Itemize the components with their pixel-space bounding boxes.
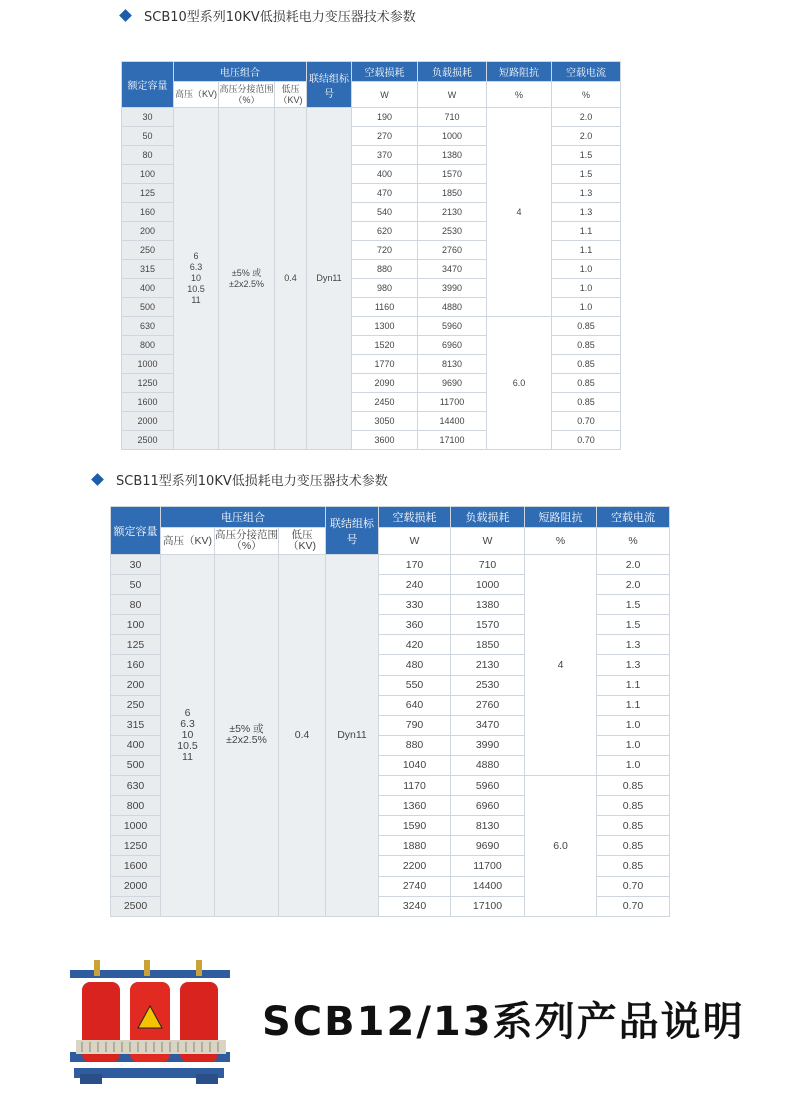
- no-load-current-cell: 1.1: [597, 695, 670, 715]
- load-loss-cell: 11700: [418, 393, 487, 412]
- no-load-current-cell: 1.5: [552, 165, 621, 184]
- rated-capacity-cell: 1000: [122, 355, 174, 374]
- rated-capacity-cell: 2500: [111, 896, 161, 916]
- rated-capacity-cell: 315: [122, 260, 174, 279]
- rated-capacity-cell: 200: [111, 675, 161, 695]
- tap-range-merged-cell: [219, 108, 275, 450]
- no-load-loss-cell: 2740: [379, 876, 451, 896]
- no-load-loss-cell: 3240: [379, 896, 451, 916]
- no-load-loss-cell: 360: [379, 615, 451, 635]
- rated-capacity-cell: 50: [111, 575, 161, 595]
- no-load-current-cell: 1.3: [597, 635, 670, 655]
- rated-capacity-cell: 100: [122, 165, 174, 184]
- rated-capacity-cell: 250: [111, 695, 161, 715]
- base-foot: [80, 1074, 102, 1084]
- load-loss-cell: 9690: [418, 374, 487, 393]
- no-load-loss-cell: 790: [379, 715, 451, 735]
- no-load-current-cell: 1.0: [597, 715, 670, 735]
- section-title-scb11: [93, 470, 388, 489]
- no-load-current-cell: 1.5: [552, 146, 621, 165]
- load-loss-cell: 2530: [451, 675, 525, 695]
- header-tap-range: 高压分接范围（%）: [219, 82, 275, 108]
- unit-no-load-loss: W: [379, 528, 451, 555]
- rated-capacity-cell: 800: [111, 796, 161, 816]
- rated-capacity-cell: 250: [122, 241, 174, 260]
- table-row: [122, 108, 621, 127]
- section-title-scb10: [121, 6, 416, 25]
- no-load-loss-cell: 370: [352, 146, 418, 165]
- connection-merged-cell: Dyn11: [326, 555, 379, 917]
- no-load-current-cell: 0.70: [552, 412, 621, 431]
- no-load-loss-cell: 1040: [379, 755, 451, 775]
- no-load-current-cell: 0.85: [597, 836, 670, 856]
- rated-capacity-cell: 1600: [111, 856, 161, 876]
- header-tap-range: 高压分接范围（%）: [215, 528, 279, 555]
- rated-capacity-cell: 2000: [122, 412, 174, 431]
- load-loss-cell: 710: [451, 555, 525, 575]
- no-load-current-cell: 0.70: [597, 896, 670, 916]
- rated-capacity-cell: 160: [122, 203, 174, 222]
- unit-short-circuit: %: [487, 82, 552, 108]
- rated-capacity-cell: 1000: [111, 816, 161, 836]
- no-load-current-cell: 1.3: [552, 184, 621, 203]
- rated-capacity-cell: 1250: [111, 836, 161, 856]
- header-high-voltage: 高压（KV): [174, 82, 219, 108]
- rated-capacity-cell: 200: [122, 222, 174, 241]
- high-voltage-value: 10: [181, 728, 194, 741]
- no-load-current-cell: 2.0: [552, 127, 621, 146]
- no-load-loss-cell: 540: [352, 203, 418, 222]
- tap-range-value: ±5% 或: [231, 267, 262, 278]
- no-load-loss-cell: 1520: [352, 336, 418, 355]
- no-load-loss-cell: 240: [379, 575, 451, 595]
- no-load-loss-cell: 1170: [379, 776, 451, 796]
- no-load-current-cell: 0.85: [552, 374, 621, 393]
- no-load-loss-cell: 480: [379, 655, 451, 675]
- no-load-current-cell: 2.0: [552, 108, 621, 127]
- no-load-current-cell: 0.70: [597, 876, 670, 896]
- high-voltage-value: 6.3: [180, 717, 195, 730]
- no-load-current-cell: 1.0: [597, 735, 670, 755]
- base-foot: [196, 1074, 218, 1084]
- load-loss-cell: 14400: [418, 412, 487, 431]
- header-short-circuit: 短路阻抗: [487, 62, 552, 82]
- no-load-loss-cell: 1880: [379, 836, 451, 856]
- load-loss-cell: 2530: [418, 222, 487, 241]
- high-voltage-value: 11: [182, 750, 193, 763]
- header-no-load-current: 空载电流: [597, 507, 670, 528]
- unit-no-load-current: %: [597, 528, 670, 555]
- rated-capacity-cell: 80: [111, 595, 161, 615]
- load-loss-cell: 3470: [451, 715, 525, 735]
- rated-capacity-cell: 1250: [122, 374, 174, 393]
- no-load-loss-cell: 1300: [352, 317, 418, 336]
- terminal: [94, 960, 100, 976]
- load-loss-cell: 710: [418, 108, 487, 127]
- load-loss-cell: 5960: [451, 776, 525, 796]
- short-circuit-cell-a: 4: [487, 108, 552, 317]
- header-no-load-current: 空载电流: [552, 62, 621, 82]
- no-load-loss-cell: 270: [352, 127, 418, 146]
- no-load-current-cell: 1.1: [552, 241, 621, 260]
- load-loss-cell: 11700: [451, 856, 525, 876]
- high-voltage-value: 6: [184, 706, 191, 719]
- rated-capacity-cell: 500: [111, 755, 161, 775]
- no-load-loss-cell: 880: [352, 260, 418, 279]
- rated-capacity-cell: 800: [122, 336, 174, 355]
- rated-capacity-cell: 2000: [111, 876, 161, 896]
- no-load-loss-cell: 1360: [379, 796, 451, 816]
- no-load-loss-cell: 1590: [379, 816, 451, 836]
- no-load-current-cell: 0.85: [597, 816, 670, 836]
- high-voltage-value: 10.5: [177, 739, 198, 752]
- load-loss-cell: 1380: [418, 146, 487, 165]
- load-loss-cell: 8130: [418, 355, 487, 374]
- load-loss-cell: 2130: [418, 203, 487, 222]
- spec-table-scb10: [121, 61, 621, 450]
- header-low-voltage: 低压（KV): [279, 528, 326, 555]
- rated-capacity-cell: 400: [122, 279, 174, 298]
- no-load-current-cell: 2.0: [597, 555, 670, 575]
- unit-short-circuit: %: [525, 528, 597, 555]
- diamond-bullet-icon: [91, 473, 104, 486]
- high-voltage-merged-cell: [174, 108, 219, 450]
- rated-capacity-cell: 80: [122, 146, 174, 165]
- unit-load-loss: W: [418, 82, 487, 108]
- header-connection: 联结组标号: [326, 507, 379, 555]
- no-load-current-cell: 1.0: [552, 260, 621, 279]
- tap-range-value: ±2x2.5%: [226, 734, 267, 747]
- low-voltage-merged-cell: 0.4: [279, 555, 326, 917]
- table-row: [111, 555, 670, 575]
- terminal: [144, 960, 150, 976]
- load-loss-cell: 6960: [418, 336, 487, 355]
- low-voltage-merged-cell: 0.4: [275, 108, 307, 450]
- tap-range-value: ±2x2.5%: [229, 278, 264, 289]
- no-load-current-cell: 0.85: [552, 336, 621, 355]
- load-loss-cell: 1850: [451, 635, 525, 655]
- header-voltage-combo: 电压组合: [174, 62, 307, 82]
- load-loss-cell: 1000: [451, 575, 525, 595]
- header-rated-capacity: 额定容量: [122, 62, 174, 108]
- no-load-current-cell: 0.85: [552, 393, 621, 412]
- no-load-current-cell: 0.85: [597, 776, 670, 796]
- section-title-text: SCB11型系列10KV低损耗电力变压器技术参数: [116, 474, 388, 489]
- rated-capacity-cell: 315: [111, 715, 161, 735]
- no-load-current-cell: 1.1: [552, 222, 621, 241]
- header-no-load-loss: 空载损耗: [379, 507, 451, 528]
- no-load-current-cell: 2.0: [597, 575, 670, 595]
- rated-capacity-cell: 500: [122, 298, 174, 317]
- no-load-current-cell: 0.70: [552, 431, 621, 450]
- header-no-load-loss: 空载损耗: [352, 62, 418, 82]
- rated-capacity-cell: 630: [111, 776, 161, 796]
- header-rated-capacity: 额定容量: [111, 507, 161, 555]
- rated-capacity-cell: 630: [122, 317, 174, 336]
- header-load-loss: 负载损耗: [451, 507, 525, 528]
- short-circuit-cell-b: 6.0: [487, 317, 552, 450]
- no-load-current-cell: 0.85: [597, 796, 670, 816]
- no-load-current-cell: 1.1: [597, 675, 670, 695]
- no-load-loss-cell: 1770: [352, 355, 418, 374]
- load-loss-cell: 4880: [451, 755, 525, 775]
- load-loss-cell: 17100: [451, 896, 525, 916]
- no-load-loss-cell: 2090: [352, 374, 418, 393]
- load-loss-cell: 2760: [418, 241, 487, 260]
- load-loss-cell: 1850: [418, 184, 487, 203]
- no-load-loss-cell: 620: [352, 222, 418, 241]
- rated-capacity-cell: 30: [122, 108, 174, 127]
- load-loss-cell: 9690: [451, 836, 525, 856]
- no-load-loss-cell: 470: [352, 184, 418, 203]
- no-load-current-cell: 0.85: [552, 317, 621, 336]
- no-load-loss-cell: 720: [352, 241, 418, 260]
- no-load-loss-cell: 170: [379, 555, 451, 575]
- rated-capacity-cell: 125: [111, 635, 161, 655]
- load-loss-cell: 4880: [418, 298, 487, 317]
- rated-capacity-cell: 1600: [122, 393, 174, 412]
- load-loss-cell: 3990: [418, 279, 487, 298]
- load-loss-cell: 3470: [418, 260, 487, 279]
- load-loss-cell: 1380: [451, 595, 525, 615]
- tap-range-value: ±5% 或: [229, 723, 264, 736]
- no-load-loss-cell: 980: [352, 279, 418, 298]
- no-load-current-cell: 1.0: [552, 298, 621, 317]
- load-loss-cell: 14400: [451, 876, 525, 896]
- rated-capacity-cell: 30: [111, 555, 161, 575]
- no-load-loss-cell: 3600: [352, 431, 418, 450]
- load-loss-cell: 2760: [451, 695, 525, 715]
- rated-capacity-cell: 160: [111, 655, 161, 675]
- rated-capacity-cell: 125: [122, 184, 174, 203]
- no-load-loss-cell: 420: [379, 635, 451, 655]
- transformer-illustration-icon: [62, 956, 242, 1086]
- section-title-text: SCB10型系列10KV低损耗电力变压器技术参数: [144, 10, 416, 25]
- no-load-current-cell: 1.3: [597, 655, 670, 675]
- no-load-loss-cell: 2450: [352, 393, 418, 412]
- header-short-circuit: 短路阻抗: [525, 507, 597, 528]
- no-load-current-cell: 0.85: [597, 856, 670, 876]
- connection-merged-cell: Dyn11: [307, 108, 352, 450]
- no-load-loss-cell: 550: [379, 675, 451, 695]
- load-loss-cell: 1570: [418, 165, 487, 184]
- no-load-current-cell: 1.5: [597, 595, 670, 615]
- load-loss-cell: 6960: [451, 796, 525, 816]
- load-loss-cell: 1570: [451, 615, 525, 635]
- no-load-loss-cell: 330: [379, 595, 451, 615]
- short-circuit-cell-b: 6.0: [525, 776, 597, 917]
- rated-capacity-cell: 2500: [122, 431, 174, 450]
- high-voltage-value: 6: [193, 251, 199, 261]
- no-load-loss-cell: 190: [352, 108, 418, 127]
- no-load-current-cell: 1.3: [552, 203, 621, 222]
- no-load-loss-cell: 1160: [352, 298, 418, 317]
- high-voltage-value: 6.3: [189, 262, 203, 272]
- no-load-current-cell: 1.0: [552, 279, 621, 298]
- no-load-loss-cell: 880: [379, 735, 451, 755]
- high-voltage-value: 10: [190, 273, 201, 283]
- header-load-loss: 负载损耗: [418, 62, 487, 82]
- short-circuit-cell-a: 4: [525, 555, 597, 776]
- high-voltage-merged-cell: [161, 555, 215, 917]
- no-load-current-cell: 0.85: [552, 355, 621, 374]
- rated-capacity-cell: 100: [111, 615, 161, 635]
- load-loss-cell: 5960: [418, 317, 487, 336]
- no-load-current-cell: 1.0: [597, 755, 670, 775]
- terminal: [196, 960, 202, 976]
- no-load-loss-cell: 2200: [379, 856, 451, 876]
- unit-no-load-loss: W: [352, 82, 418, 108]
- header-connection: 联结组标号: [307, 62, 352, 108]
- tap-range-merged-cell: [215, 555, 279, 917]
- header-low-voltage: 低压（KV): [275, 82, 307, 108]
- no-load-current-cell: 1.5: [597, 615, 670, 635]
- no-load-loss-cell: 640: [379, 695, 451, 715]
- no-load-loss-cell: 400: [352, 165, 418, 184]
- header-high-voltage: 高压（KV): [161, 528, 215, 555]
- product-title: SCB12/13系列产品说明: [262, 999, 745, 1045]
- spec-table-scb11: [110, 506, 670, 917]
- load-loss-cell: 2130: [451, 655, 525, 675]
- load-loss-cell: 17100: [418, 431, 487, 450]
- unit-load-loss: W: [451, 528, 525, 555]
- load-loss-cell: 8130: [451, 816, 525, 836]
- high-voltage-value: 10.5: [187, 284, 205, 294]
- header-voltage-combo: 电压组合: [161, 507, 326, 528]
- load-loss-cell: 3990: [451, 735, 525, 755]
- no-load-loss-cell: 3050: [352, 412, 418, 431]
- rated-capacity-cell: 400: [111, 735, 161, 755]
- high-voltage-value: 11: [191, 295, 201, 305]
- diamond-bullet-icon: [119, 9, 132, 22]
- load-loss-cell: 1000: [418, 127, 487, 146]
- rated-capacity-cell: 50: [122, 127, 174, 146]
- unit-no-load-current: %: [552, 82, 621, 108]
